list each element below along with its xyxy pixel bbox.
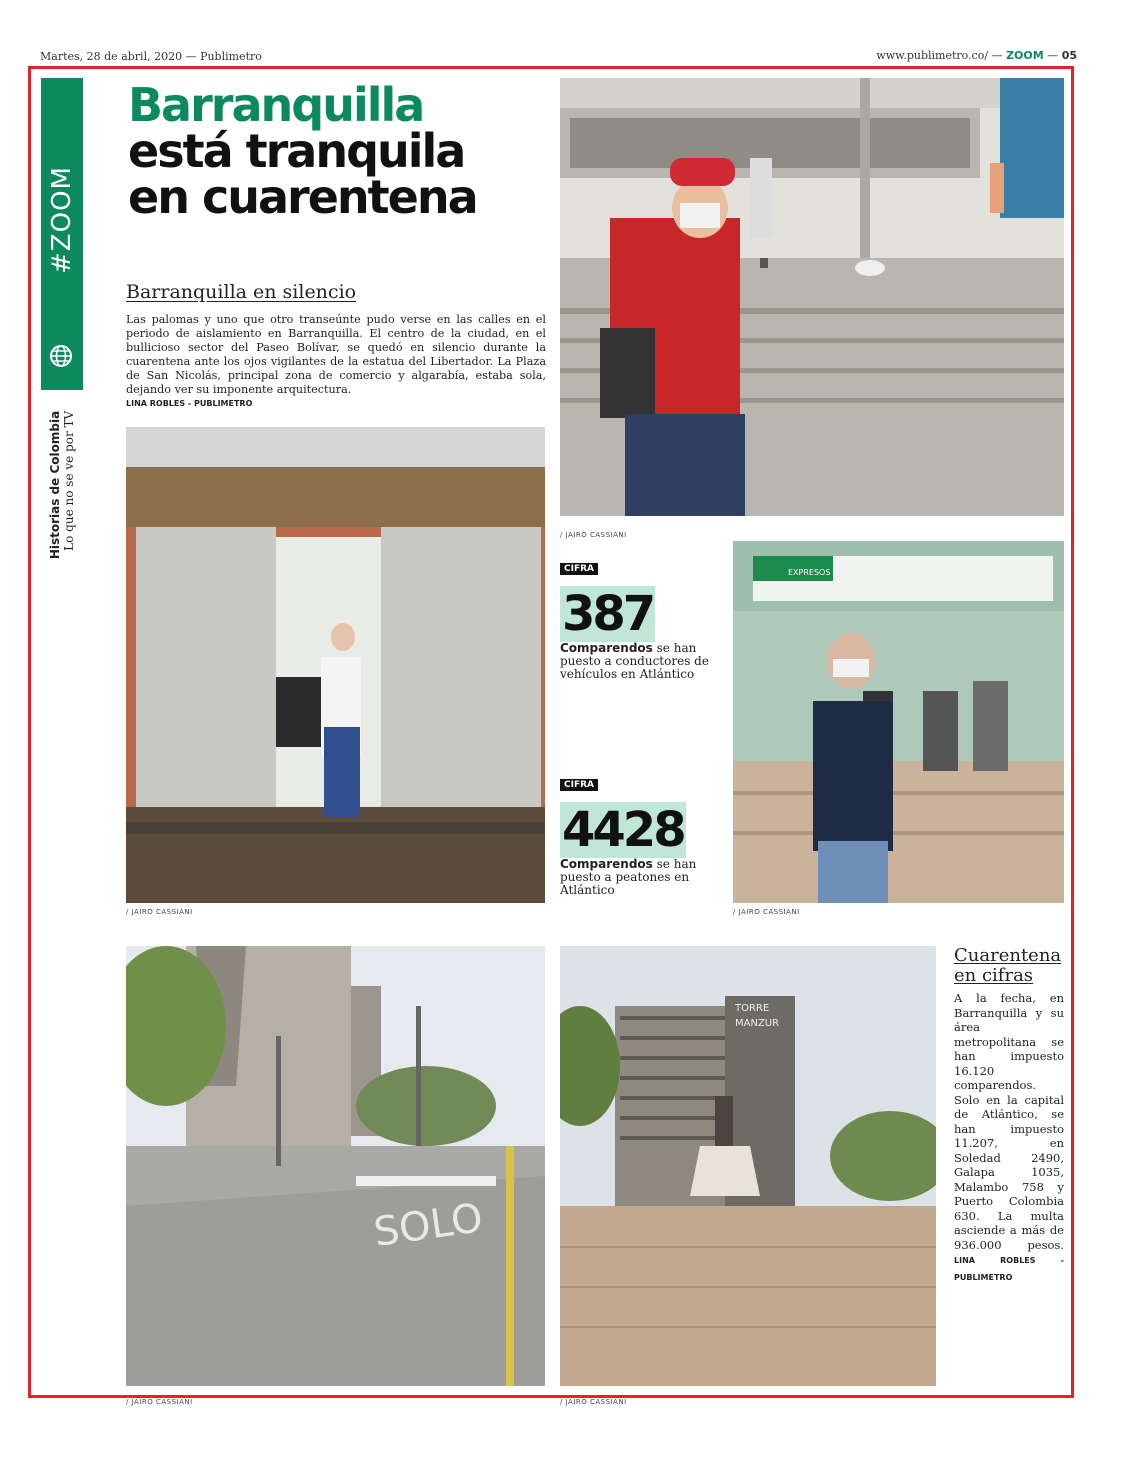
header-section: ZOOM <box>1006 49 1044 62</box>
globe-icon <box>49 344 73 368</box>
headline-line-3: en cuarentena <box>128 170 477 224</box>
series-subtitle: Lo que no se ve por TV <box>62 410 76 551</box>
stat-tag-1: CIFRA <box>560 563 598 575</box>
article-byline: LINA ROBLES - PUBLIMETRO <box>126 399 253 408</box>
stat-tag-2: CIFRA <box>560 779 598 791</box>
photo-woman-station <box>126 427 545 903</box>
sidebox-body-text: A la fecha, en Barranquilla y su área metropolitana se han impuesto 16.120 comparendos. Solo en la capital de Atlántico, se han impuesto 11.207, en Soledad 2490, Galapa 1035, Malambo 758 y Puerto Colombia 630. La multa asciende a más de 936.000 pesos. <box>954 991 1064 1252</box>
section-tag <box>46 100 78 340</box>
headline-line-1: Barranquilla <box>128 78 424 132</box>
stat-number-2: 4428 <box>562 802 684 858</box>
stat-bold-1: Comparendos <box>560 641 653 655</box>
stat-block-1 <box>560 556 710 681</box>
article-body <box>126 313 546 411</box>
station-sign-text: EXPRESOS <box>788 568 831 577</box>
photo-credit-4: / JAIRO CASSIANI <box>126 1398 193 1406</box>
stat-block-2 <box>560 772 710 897</box>
stat-desc-2: se han puesto a peatones en Atlántico <box>560 857 697 897</box>
stat-number-1: 387 <box>562 586 654 642</box>
header-date: Martes, 28 de abril, 2020 — Publimetro <box>40 50 262 63</box>
photo-man-bus-station <box>733 541 1064 903</box>
tower-sign-text-2: MANZUR <box>735 1018 780 1029</box>
article-body-text: Las palomas y uno que otro transeúnte pudo verse en las calles en el periodo de aislamiento en Barranquilla. El centro de la ciudad, en el bullicioso sector del Paseo Bolívar, se quedó en silencio durante la cuarentena ante los ojos vigilantes de la estatua del Libertador. La Plaza de San Nicolás, principal zona de comercio y algarabía, estaba sola, dejando ver su imponente arquitectura. <box>126 313 546 396</box>
photo-man-red-shirt <box>560 78 1064 516</box>
section-tag-text: #ZOOM <box>47 166 77 274</box>
photo-empty-street <box>126 946 545 1386</box>
tower-sign-text-1: TORRE <box>735 1003 770 1014</box>
photo-credit-5: / JAIRO CASSIANI <box>560 1398 627 1406</box>
header-page-sep: — <box>1047 49 1059 62</box>
headline-line-2: está tranquila <box>128 124 465 178</box>
sidebox-body <box>954 991 1064 1285</box>
header-url[interactable]: www.publimetro.co/ — <box>876 49 1003 62</box>
sidebox-title: Cuarentena en cifras <box>954 945 1062 986</box>
stat-text-1 <box>560 642 710 681</box>
page-number: 05 <box>1061 49 1077 62</box>
photo-credit-2: / JAIRO CASSIANI <box>126 908 193 916</box>
stat-bold-2: Comparendos <box>560 857 653 871</box>
sidebox-byline: LINA ROBLES - PUBLIMETRO <box>954 1256 1064 1282</box>
photo-plaza-torre-manzur <box>560 946 936 1386</box>
photo-credit-3: / JAIRO CASSIANI <box>733 908 800 916</box>
road-marking-text: SOLO <box>370 1195 486 1256</box>
series-title: Historias de Colombia <box>48 410 62 560</box>
headline <box>128 78 558 224</box>
header-right <box>876 49 1077 62</box>
stat-text-2 <box>560 858 710 897</box>
stat-desc-1: se han puesto a conductores de vehículos en Atlántico <box>560 641 709 681</box>
series-label <box>40 405 84 565</box>
subhead: Barranquilla en silencio <box>126 281 357 303</box>
photo-credit-1: / JAIRO CASSIANI <box>560 531 627 539</box>
